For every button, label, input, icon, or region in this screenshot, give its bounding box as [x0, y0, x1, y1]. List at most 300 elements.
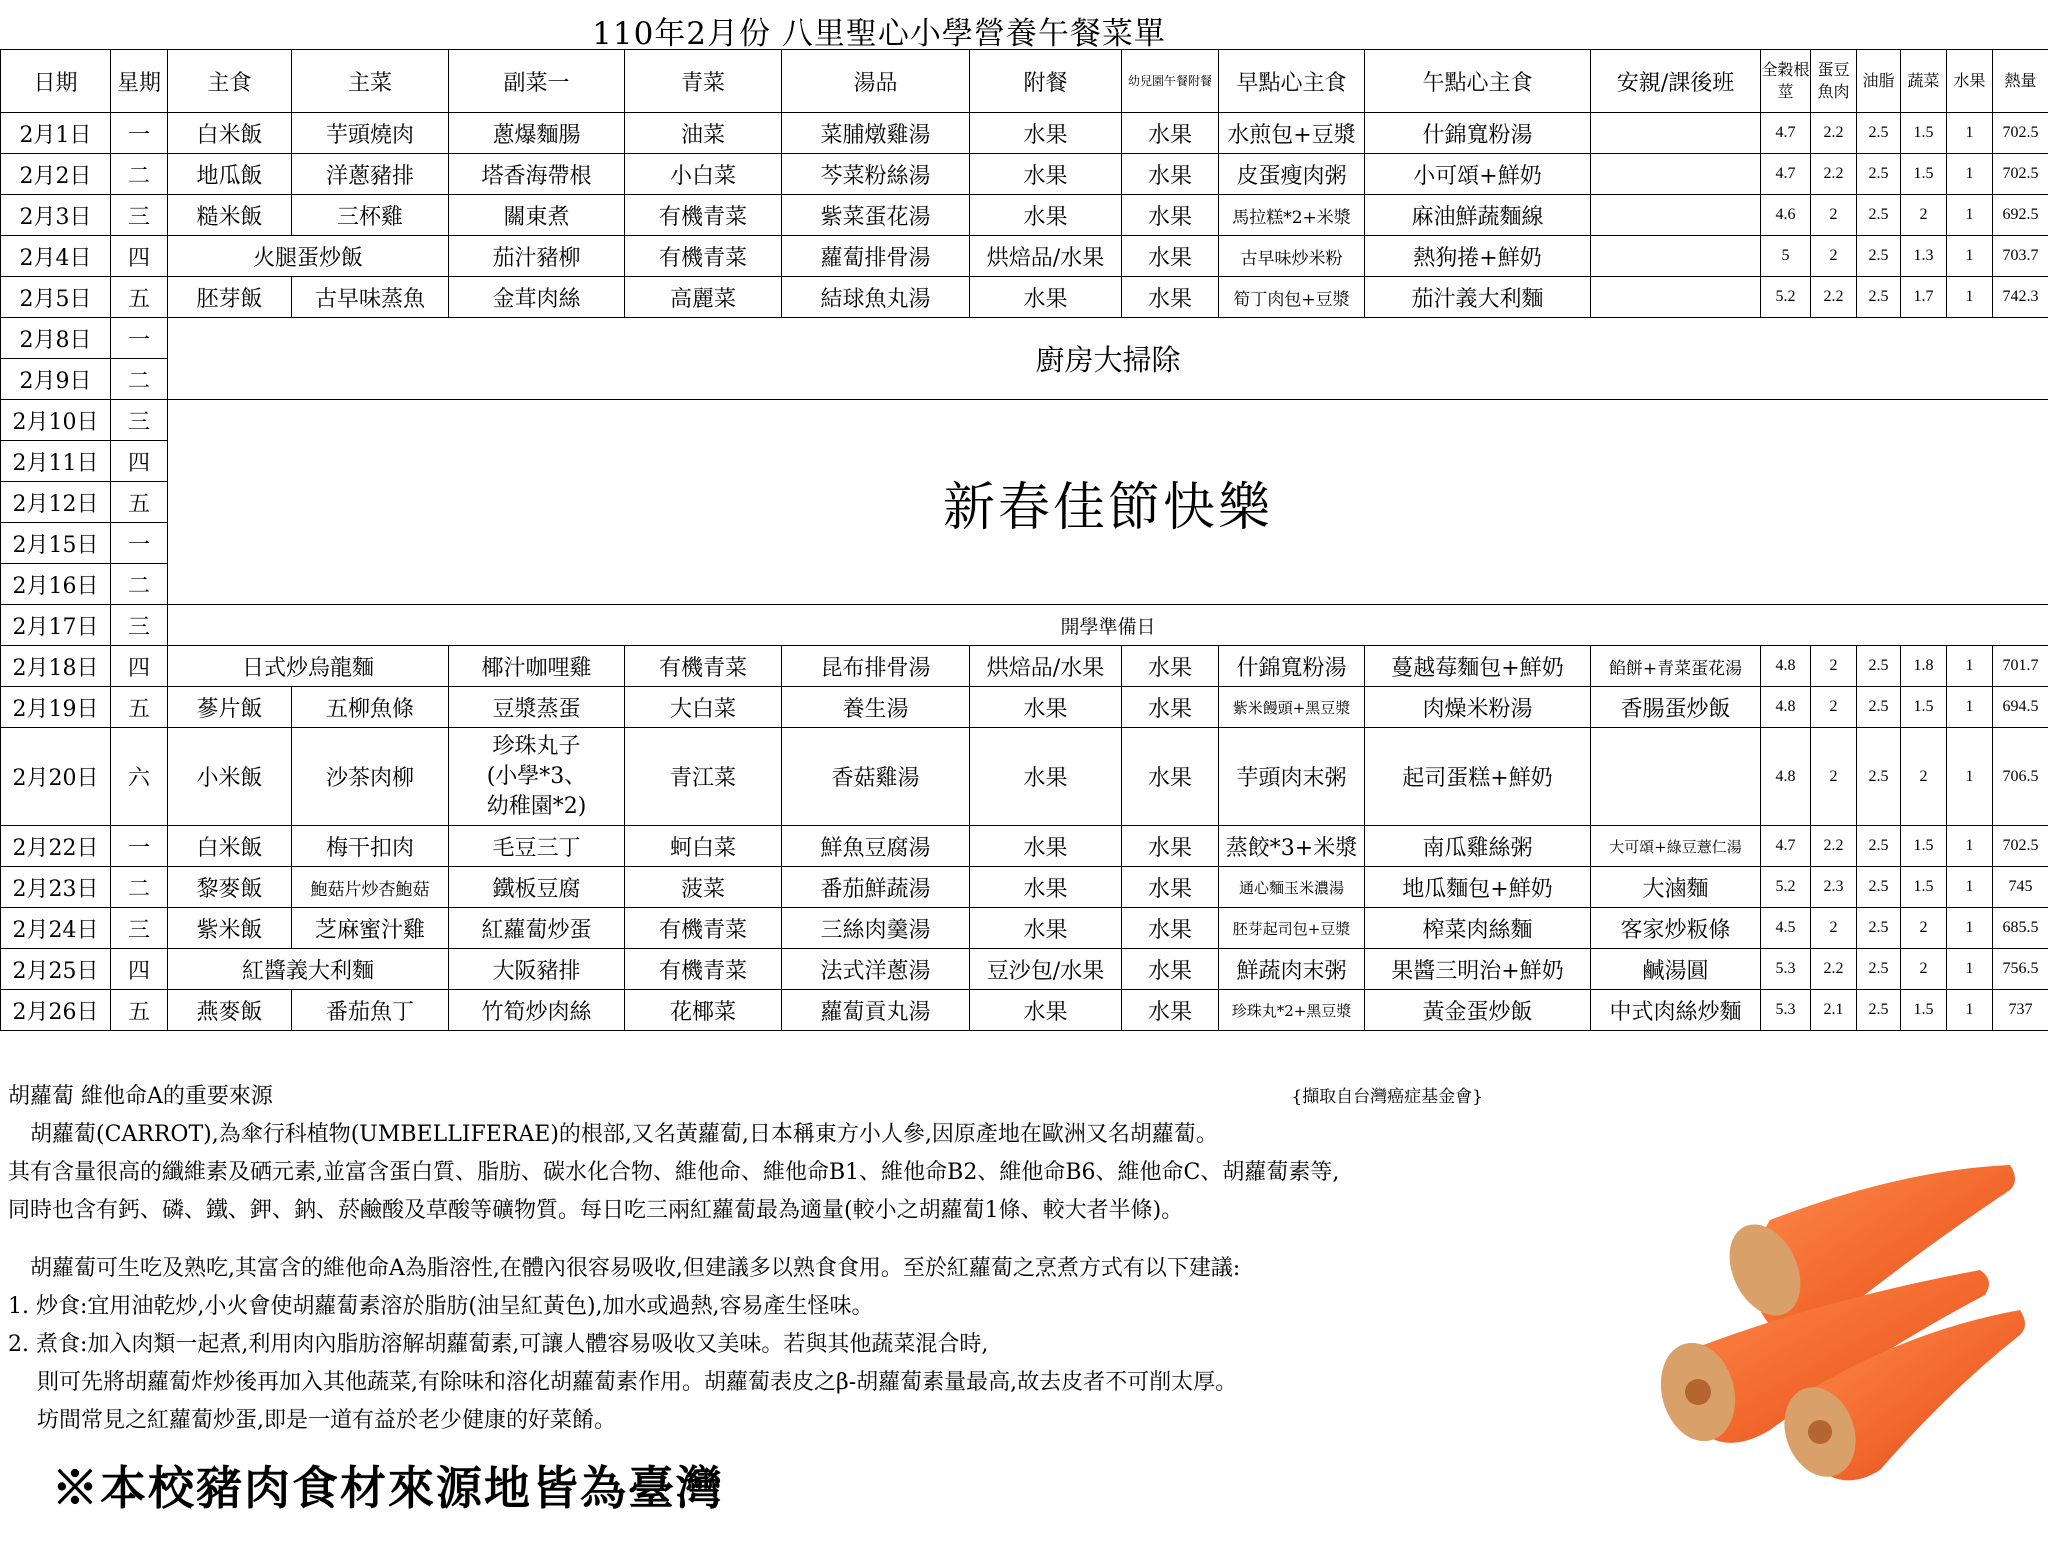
- cell-after: 中式肉絲炒麵: [1591, 990, 1761, 1031]
- cell-protein: 2: [1811, 728, 1857, 826]
- cell-veg-n: 2: [1901, 728, 1947, 826]
- table-row-closed: [1, 318, 2048, 359]
- table-row: [1, 154, 2048, 195]
- cell-after: 鹹湯圓: [1591, 949, 1761, 990]
- cell-date: 2月25日: [1, 949, 111, 990]
- cell-day: 一: [111, 523, 168, 564]
- cell-after: 客家炒粄條: [1591, 908, 1761, 949]
- cell-grain: 5.3: [1761, 949, 1811, 990]
- cell-pm: 起司蛋糕+鮮奶: [1365, 728, 1591, 826]
- cell-day: 四: [111, 646, 168, 687]
- cell-extra: 水果: [970, 154, 1122, 195]
- table-row: [1, 908, 2048, 949]
- cell-date: 2月15日: [1, 523, 111, 564]
- cell-after: [1591, 195, 1761, 236]
- side-line-3: 幼稚園*2): [486, 793, 587, 819]
- cell-veg: 菠菜: [625, 867, 782, 908]
- table-row: [1, 646, 2048, 687]
- cell-fruit: 1: [1947, 687, 1993, 728]
- cell-pm: 肉燥米粉湯: [1365, 687, 1591, 728]
- cell-staple: 火腿蛋炒飯: [168, 236, 449, 277]
- header-after-school: 安親/課後班: [1591, 50, 1761, 113]
- cell-date: 2月26日: [1, 990, 111, 1031]
- cell-side: 毛豆三丁: [449, 826, 625, 867]
- cell-after: 香腸蛋炒飯: [1591, 687, 1761, 728]
- header-kg-extra: 幼兒園午餐附餐: [1122, 50, 1219, 113]
- cell-fruit: 1: [1947, 195, 1993, 236]
- notes-line: 則可先將胡蘿蔔炸炒後再加入其他蔬菜,有除味和溶化胡蘿蔔素作用。胡蘿蔔表皮之β-胡蘿蔔素量最高,故去皮者不可削太厚。: [8, 1370, 1238, 1395]
- table-row: [1, 826, 2048, 867]
- cell-date: 2月12日: [1, 482, 111, 523]
- cell-staple: 白米飯: [168, 113, 292, 154]
- cell-main: 沙茶肉柳: [292, 728, 449, 826]
- cell-oil: 2.5: [1857, 236, 1901, 277]
- cell-main: 芋頭燒肉: [292, 113, 449, 154]
- cell-veg: 有機青菜: [625, 908, 782, 949]
- cell-am: 紫米饅頭+黑豆漿: [1219, 687, 1365, 728]
- cell-side: 竹筍炒肉絲: [449, 990, 625, 1031]
- cell-extra: 烘焙品/水果: [970, 236, 1122, 277]
- cell-kcal: 692.5: [1993, 195, 2048, 236]
- cell-extra: 水果: [970, 277, 1122, 318]
- cell-fruit: 1: [1947, 113, 1993, 154]
- cell-fruit: 1: [1947, 236, 1993, 277]
- cell-main: 芝麻蜜汁雞: [292, 908, 449, 949]
- cell-veg: 有機青菜: [625, 646, 782, 687]
- cell-protein: 2: [1811, 908, 1857, 949]
- cell-pm: 熱狗捲+鮮奶: [1365, 236, 1591, 277]
- cell-date: 2月11日: [1, 441, 111, 482]
- cell-date: 2月8日: [1, 318, 111, 359]
- cell-grain: 4.7: [1761, 113, 1811, 154]
- cell-am: 皮蛋瘦肉粥: [1219, 154, 1365, 195]
- cell-veg-n: 1.3: [1901, 236, 1947, 277]
- cell-after: 大可頌+綠豆薏仁湯: [1591, 826, 1761, 867]
- cell-day: 二: [111, 867, 168, 908]
- menu-table: [0, 49, 2048, 1031]
- cell-side: 椰汁咖哩雞: [449, 646, 625, 687]
- header-kcal: 熱量: [1993, 50, 2048, 113]
- cell-oil: 2.5: [1857, 728, 1901, 826]
- cell-staple: 黎麥飯: [168, 867, 292, 908]
- cell-kg: 水果: [1122, 867, 1219, 908]
- cell-kcal: 701.7: [1993, 646, 2048, 687]
- cell-extra: 烘焙品/水果: [970, 646, 1122, 687]
- cell-grain: 4.7: [1761, 826, 1811, 867]
- cell-staple: 紫米飯: [168, 908, 292, 949]
- cell-day: 四: [111, 949, 168, 990]
- cell-side: 關東煮: [449, 195, 625, 236]
- cell-protein: 2.2: [1811, 154, 1857, 195]
- cell-fruit: 1: [1947, 826, 1993, 867]
- cell-extra: 水果: [970, 113, 1122, 154]
- cell-kcal: 694.5: [1993, 687, 2048, 728]
- cell-kg: 水果: [1122, 908, 1219, 949]
- cell-date: 2月24日: [1, 908, 111, 949]
- cell-day: 五: [111, 990, 168, 1031]
- kitchen-cleaning-banner: 廚房大掃除: [168, 318, 2048, 400]
- cell-kg: 水果: [1122, 728, 1219, 826]
- cell-grain: 4.8: [1761, 646, 1811, 687]
- cell-kcal: 742.3: [1993, 277, 2048, 318]
- cell-side: [449, 728, 625, 826]
- cell-pm: 小可頌+鮮奶: [1365, 154, 1591, 195]
- cell-pm: 果醬三明治+鮮奶: [1365, 949, 1591, 990]
- cell-am: 鮮蔬肉末粥: [1219, 949, 1365, 990]
- cell-staple: 紅醬義大利麵: [168, 949, 449, 990]
- cell-date: 2月16日: [1, 564, 111, 605]
- cell-kg: 水果: [1122, 949, 1219, 990]
- cell-am: 胚芽起司包+豆漿: [1219, 908, 1365, 949]
- cell-pm: 什錦寬粉湯: [1365, 113, 1591, 154]
- cell-staple: 糙米飯: [168, 195, 292, 236]
- cell-pm: 黃金蛋炒飯: [1365, 990, 1591, 1031]
- cell-date: 2月18日: [1, 646, 111, 687]
- cell-protein: 2.3: [1811, 867, 1857, 908]
- cell-after: 餡餅+青菜蛋花湯: [1591, 646, 1761, 687]
- cell-kg: 水果: [1122, 990, 1219, 1031]
- cell-fruit: 1: [1947, 154, 1993, 195]
- notes-line: 2. 煮食:加入肉類一起煮,利用肉內脂肪溶解胡蘿蔔素,可讓人體容易吸收又美味。若與其他蔬菜混合時,: [8, 1332, 989, 1357]
- table-row-closed: [1, 400, 2048, 441]
- header-grain: 全穀根莖: [1761, 50, 1811, 113]
- prep-day-banner: 開學準備日: [168, 605, 2048, 646]
- cell-kcal: 702.5: [1993, 113, 2048, 154]
- cell-day: 一: [111, 826, 168, 867]
- notes-line: 1. 炒食:宜用油乾炒,小火會使胡蘿蔔素溶於脂肪(油呈紅黃色),加水或過熱,容易產生怪味。: [8, 1294, 874, 1319]
- cell-soup: 昆布排骨湯: [782, 646, 970, 687]
- cell-oil: 2.5: [1857, 277, 1901, 318]
- cell-after: [1591, 728, 1761, 826]
- cell-date: 2月1日: [1, 113, 111, 154]
- cell-fruit: 1: [1947, 990, 1993, 1031]
- cell-side: 紅蘿蔔炒蛋: [449, 908, 625, 949]
- cell-side: 茄汁豬柳: [449, 236, 625, 277]
- carrot-icon: [1650, 1160, 2030, 1490]
- notes-gap: [8, 1230, 1708, 1250]
- cell-extra: 水果: [970, 990, 1122, 1031]
- cell-fruit: 1: [1947, 908, 1993, 949]
- cell-date: 2月3日: [1, 195, 111, 236]
- cell-kcal: 702.5: [1993, 826, 2048, 867]
- cell-soup: 番茄鮮蔬湯: [782, 867, 970, 908]
- cell-side: 塔香海帶根: [449, 154, 625, 195]
- side-line-1: 珍珠丸子: [492, 733, 581, 759]
- cell-after: [1591, 236, 1761, 277]
- cell-fruit: 1: [1947, 949, 1993, 990]
- cell-staple: 蔘片飯: [168, 687, 292, 728]
- cell-fruit: 1: [1947, 277, 1993, 318]
- notes-source: {擷取自台灣癌症基金會}: [1291, 1087, 1483, 1107]
- cell-grain: 5.2: [1761, 277, 1811, 318]
- carrot-core: [1808, 1420, 1832, 1444]
- holiday-banner: 新春佳節快樂: [168, 400, 2048, 605]
- cell-after: [1591, 277, 1761, 318]
- cell-veg-n: 1.5: [1901, 867, 1947, 908]
- header-fruit: 水果: [1947, 50, 1993, 113]
- cell-oil: 2.5: [1857, 908, 1901, 949]
- cell-main: 梅干扣肉: [292, 826, 449, 867]
- cell-extra: 水果: [970, 195, 1122, 236]
- cell-kg: 水果: [1122, 687, 1219, 728]
- cell-main: 鮑菇片炒杏鮑菇: [292, 867, 449, 908]
- cell-protein: 2.1: [1811, 990, 1857, 1031]
- table-row: [1, 236, 2048, 277]
- cell-oil: 2.5: [1857, 113, 1901, 154]
- cell-pm: 地瓜麵包+鮮奶: [1365, 867, 1591, 908]
- cell-soup: 三絲肉羹湯: [782, 908, 970, 949]
- cell-protein: 2.2: [1811, 113, 1857, 154]
- cell-oil: 2.5: [1857, 154, 1901, 195]
- cell-date: 2月19日: [1, 687, 111, 728]
- cell-day: 五: [111, 277, 168, 318]
- table-row: [1, 949, 2048, 990]
- cell-oil: 2.5: [1857, 195, 1901, 236]
- cell-extra: 水果: [970, 687, 1122, 728]
- cell-pm: 麻油鮮蔬麵線: [1365, 195, 1591, 236]
- header-oil: 油脂: [1857, 50, 1901, 113]
- cell-staple: 日式炒烏龍麵: [168, 646, 449, 687]
- cell-veg-n: 1.5: [1901, 990, 1947, 1031]
- cell-kcal: 745: [1993, 867, 2048, 908]
- cell-oil: 2.5: [1857, 646, 1901, 687]
- cell-veg-n: 2: [1901, 949, 1947, 990]
- cell-grain: 4.8: [1761, 728, 1811, 826]
- table-row: [1, 687, 2048, 728]
- cell-main: 洋蔥豬排: [292, 154, 449, 195]
- cell-oil: 2.5: [1857, 687, 1901, 728]
- cell-pm: 榨菜肉絲麵: [1365, 908, 1591, 949]
- table-row: [1, 867, 2048, 908]
- cell-am: 水煎包+豆漿: [1219, 113, 1365, 154]
- notes-line: 胡蘿蔔可生吃及熟吃,其富含的維他命A為脂溶性,在體內很容易吸收,但建議多以熟食食用。至於紅蘿蔔之烹煮方式有以下建議:: [8, 1256, 1241, 1281]
- table-row: [1, 113, 2048, 154]
- header-main: 主菜: [292, 50, 449, 113]
- cell-soup: 香菇雞湯: [782, 728, 970, 826]
- cell-soup: 蘿蔔排骨湯: [782, 236, 970, 277]
- cell-veg-n: 1.7: [1901, 277, 1947, 318]
- table-row: [1, 990, 2048, 1031]
- cell-veg: 有機青菜: [625, 236, 782, 277]
- cell-kg: 水果: [1122, 826, 1219, 867]
- cell-day: 四: [111, 441, 168, 482]
- cell-kg: 水果: [1122, 646, 1219, 687]
- cell-day: 一: [111, 113, 168, 154]
- header-date: 日期: [1, 50, 111, 113]
- cell-day: 三: [111, 400, 168, 441]
- cell-extra: 豆沙包/水果: [970, 949, 1122, 990]
- cell-veg: 青江菜: [625, 728, 782, 826]
- cell-pm: 南瓜雞絲粥: [1365, 826, 1591, 867]
- cell-grain: 4.7: [1761, 154, 1811, 195]
- cell-staple: 燕麥飯: [168, 990, 292, 1031]
- cell-soup: 蘿蔔貢丸湯: [782, 990, 970, 1031]
- cell-protein: 2.2: [1811, 277, 1857, 318]
- cell-main: 番茄魚丁: [292, 990, 449, 1031]
- cell-soup: 法式洋蔥湯: [782, 949, 970, 990]
- cell-day: 五: [111, 482, 168, 523]
- cell-pm: 茄汁義大利麵: [1365, 277, 1591, 318]
- table-row-closed: [1, 605, 2048, 646]
- cell-soup: 芩菜粉絲湯: [782, 154, 970, 195]
- cell-veg-n: 2: [1901, 908, 1947, 949]
- side-line-2: (小學*3、: [486, 763, 587, 789]
- notes-line: 胡蘿蔔(CARROT),為傘行科植物(UMBELLIFERAE)的根部,又名黃蘿蔔,日本稱東方小人參,因原產地在歐洲又名胡蘿蔔。: [8, 1122, 1218, 1147]
- cell-protein: 2.2: [1811, 826, 1857, 867]
- cell-date: 2月4日: [1, 236, 111, 277]
- cell-oil: 2.5: [1857, 867, 1901, 908]
- cell-date: 2月20日: [1, 728, 111, 826]
- cell-staple: 地瓜飯: [168, 154, 292, 195]
- cell-kcal: 702.5: [1993, 154, 2048, 195]
- cell-soup: 紫菜蛋花湯: [782, 195, 970, 236]
- cell-date: 2月9日: [1, 359, 111, 400]
- cell-after: [1591, 113, 1761, 154]
- cell-fruit: 1: [1947, 867, 1993, 908]
- header-extra: 附餐: [970, 50, 1122, 113]
- header-veg: 青菜: [625, 50, 782, 113]
- notes-line: 其有含量很高的纖維素及硒元素,並富含蛋白質、脂肪、碳水化合物、維他命、維他命B1、維他命B2、維他命B6、維他命C、胡蘿蔔素等,: [8, 1160, 1340, 1185]
- cell-side: 鐵板豆腐: [449, 867, 625, 908]
- cell-grain: 5.2: [1761, 867, 1811, 908]
- cell-staple: 白米飯: [168, 826, 292, 867]
- cell-side: 金茸肉絲: [449, 277, 625, 318]
- cell-main: 三杯雞: [292, 195, 449, 236]
- cell-extra: 水果: [970, 867, 1122, 908]
- cell-extra: 水果: [970, 728, 1122, 826]
- cell-protein: 2.2: [1811, 949, 1857, 990]
- cell-fruit: 1: [1947, 728, 1993, 826]
- cell-protein: 2: [1811, 646, 1857, 687]
- cell-grain: 5: [1761, 236, 1811, 277]
- cell-day: 一: [111, 318, 168, 359]
- cell-day: 二: [111, 564, 168, 605]
- cell-date: 2月22日: [1, 826, 111, 867]
- table-row: [1, 728, 2048, 826]
- cell-grain: 4.8: [1761, 687, 1811, 728]
- cell-veg: 高麗菜: [625, 277, 782, 318]
- cell-protein: 2: [1811, 687, 1857, 728]
- cell-veg: 大白菜: [625, 687, 782, 728]
- cell-date: 2月2日: [1, 154, 111, 195]
- cell-grain: 4.6: [1761, 195, 1811, 236]
- header-weekday: 星期: [111, 50, 168, 113]
- cell-main: 古早味蒸魚: [292, 277, 449, 318]
- cell-veg: 蚵白菜: [625, 826, 782, 867]
- cell-soup: 鮮魚豆腐湯: [782, 826, 970, 867]
- carrot-notes: [8, 1078, 1708, 1440]
- cell-staple: 小米飯: [168, 728, 292, 826]
- cell-am: 蒸餃*3+米漿: [1219, 826, 1365, 867]
- cell-after: 大滷麵: [1591, 867, 1761, 908]
- cell-kg: 水果: [1122, 195, 1219, 236]
- cell-soup: 養生湯: [782, 687, 970, 728]
- cell-day: 三: [111, 605, 168, 646]
- notes-line: 同時也含有鈣、磷、鐵、鉀、鈉、菸鹼酸及草酸等礦物質。每日吃三兩紅蘿蔔最為適量(較小之胡蘿蔔1條、較大者半條)。: [8, 1198, 1184, 1223]
- cell-veg: 油菜: [625, 113, 782, 154]
- cell-staple: 胚芽飯: [168, 277, 292, 318]
- cell-after: [1591, 154, 1761, 195]
- cell-veg-n: 2: [1901, 195, 1947, 236]
- cell-veg-n: 1.5: [1901, 826, 1947, 867]
- cell-am: 珍珠丸*2+黑豆漿: [1219, 990, 1365, 1031]
- cell-oil: 2.5: [1857, 826, 1901, 867]
- cell-kcal: 756.5: [1993, 949, 2048, 990]
- header-staple: 主食: [168, 50, 292, 113]
- header-veg-n: 蔬菜: [1901, 50, 1947, 113]
- cell-kg: 水果: [1122, 236, 1219, 277]
- cell-protein: 2: [1811, 236, 1857, 277]
- cell-oil: 2.5: [1857, 990, 1901, 1031]
- cell-fruit: 1: [1947, 646, 1993, 687]
- cell-grain: 4.5: [1761, 908, 1811, 949]
- cell-day: 二: [111, 154, 168, 195]
- cell-oil: 2.5: [1857, 949, 1901, 990]
- carrot-core: [1685, 1379, 1711, 1405]
- header-soup: 湯品: [782, 50, 970, 113]
- cell-date: 2月10日: [1, 400, 111, 441]
- cell-am: 古早味炒米粉: [1219, 236, 1365, 277]
- cell-am: 筍丁肉包+豆漿: [1219, 277, 1365, 318]
- cell-day: 三: [111, 195, 168, 236]
- cell-kcal: 737: [1993, 990, 2048, 1031]
- cell-veg: 有機青菜: [625, 949, 782, 990]
- cell-extra: 水果: [970, 826, 1122, 867]
- notes-line: 坊間常見之紅蘿蔔炒蛋,即是一道有益於老少健康的好菜餚。: [8, 1408, 616, 1433]
- table-row: [1, 195, 2048, 236]
- cell-veg-n: 1.5: [1901, 113, 1947, 154]
- cell-veg: 小白菜: [625, 154, 782, 195]
- cell-grain: 5.3: [1761, 990, 1811, 1031]
- cell-side: 豆漿蒸蛋: [449, 687, 625, 728]
- cell-kg: 水果: [1122, 277, 1219, 318]
- cell-veg-n: 1.8: [1901, 646, 1947, 687]
- cell-date: 2月23日: [1, 867, 111, 908]
- header-side: 副菜一: [449, 50, 625, 113]
- cell-veg-n: 1.5: [1901, 154, 1947, 195]
- page-title: 110年2月份 八里聖心小學營養午餐菜單: [592, 16, 1166, 52]
- header-row: [1, 50, 2048, 113]
- cell-kcal: 685.5: [1993, 908, 2048, 949]
- cell-am: 芋頭肉末粥: [1219, 728, 1365, 826]
- cell-main: 五柳魚條: [292, 687, 449, 728]
- cell-kcal: 706.5: [1993, 728, 2048, 826]
- cell-day: 五: [111, 687, 168, 728]
- pork-origin-note: ※本校豬肉食材來源地皆為臺灣: [52, 1461, 724, 1515]
- cell-soup: 菜脯燉雞湯: [782, 113, 970, 154]
- cell-day: 二: [111, 359, 168, 400]
- cell-kcal: 703.7: [1993, 236, 2048, 277]
- cell-am: 什錦寬粉湯: [1219, 646, 1365, 687]
- cell-kg: 水果: [1122, 113, 1219, 154]
- cell-protein: 2: [1811, 195, 1857, 236]
- cell-day: 三: [111, 908, 168, 949]
- cell-veg: 有機青菜: [625, 195, 782, 236]
- table-row: [1, 277, 2048, 318]
- cell-am: 馬拉糕*2+米漿: [1219, 195, 1365, 236]
- cell-am: 通心麵玉米濃湯: [1219, 867, 1365, 908]
- cell-soup: 結球魚丸湯: [782, 277, 970, 318]
- cell-kg: 水果: [1122, 154, 1219, 195]
- cell-day: 四: [111, 236, 168, 277]
- notes-heading: 胡蘿蔔 維他命A的重要來源: [8, 1084, 273, 1109]
- notes-heading-line: [8, 1078, 1483, 1116]
- cell-side: 蔥爆麵腸: [449, 113, 625, 154]
- cell-side: 大阪豬排: [449, 949, 625, 990]
- cell-veg: 花椰菜: [625, 990, 782, 1031]
- cell-veg-n: 1.5: [1901, 687, 1947, 728]
- header-am-snack: 早點心主食: [1219, 50, 1365, 113]
